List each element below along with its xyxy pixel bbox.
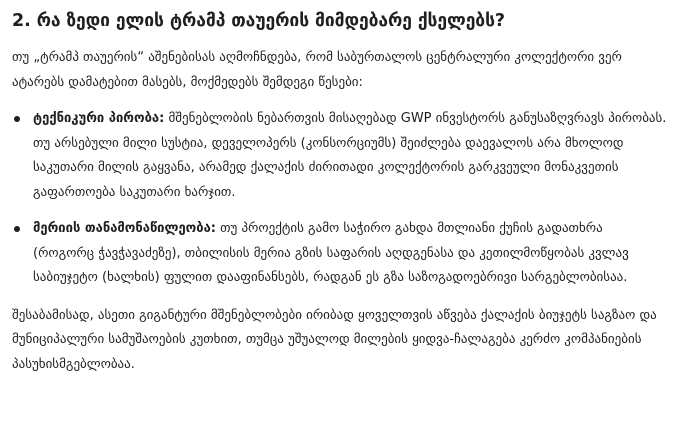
bullet-item-city-participation [12,217,667,291]
bullet-list [12,107,667,291]
bullet-dot-icon [14,226,20,232]
bullet-dot-icon [14,116,20,122]
bullet-text: თუ პროექტის გამო საჭირო გახდა მთლიანი ქუჩის გადათხრა (როგორც ჭავჭავაძეზე), თბილისის მერია გზის საფარის აღდგენასა და კეთილმოწყობას კვლავ საბიუჯეტო (ხალხის) ფულით დააფინანსებს, რადგან ეს გზა საზოგადოებრივი სარგებლობისაა. [33,221,629,285]
bullet-text: მშენებლობის ნებართვის მისაღებად GWP ინვესტორს განუსაზღვრავს პირობას. თუ არსებული მილი სუსტია, დეველოპერს (კონსორციუმს) შეიძლება დაევალოს არა მხოლოდ საკუთარი მილის გაყვანა, არამედ ქალაქის ძირითადი კოლექტორის გარკვეული მონაკვეთის გაფართოება საკუთარი ხარჯით. [33,111,667,200]
section-heading: 2. რა ზედი ელის ტრამპ თაუერის მიმდებარე ქსელებს? [12,11,505,31]
intro-paragraph: თუ „ტრამპ თაუერის“ აშენებისას აღმოჩნდება, რომ საბურთალოს ცენტრალური კოლექტორი ვერ ატარებს დამატებით მასებს, მოქმედებს შემდეგი წესები: [12,50,622,90]
bullet-term: ტექნიკური პირობა: [33,111,165,126]
bullet-item-technical-condition [12,107,667,205]
closing-paragraph: შესაბამისად, ასეთი გიგანტური მშენებლობები ირიბად ყოველთვის აწვება ქალაქის ბიუჯეტს საგზაო და მუნიციპალური სამუშაოების კუთხით, თუმცა უშუალოდ მილების ყიდვა-ჩალაგება კერძო კომპანიების პასუხისმგებლობაა. [12,307,657,372]
bullet-term: მერიის თანამონაწილეობა: [33,221,216,236]
